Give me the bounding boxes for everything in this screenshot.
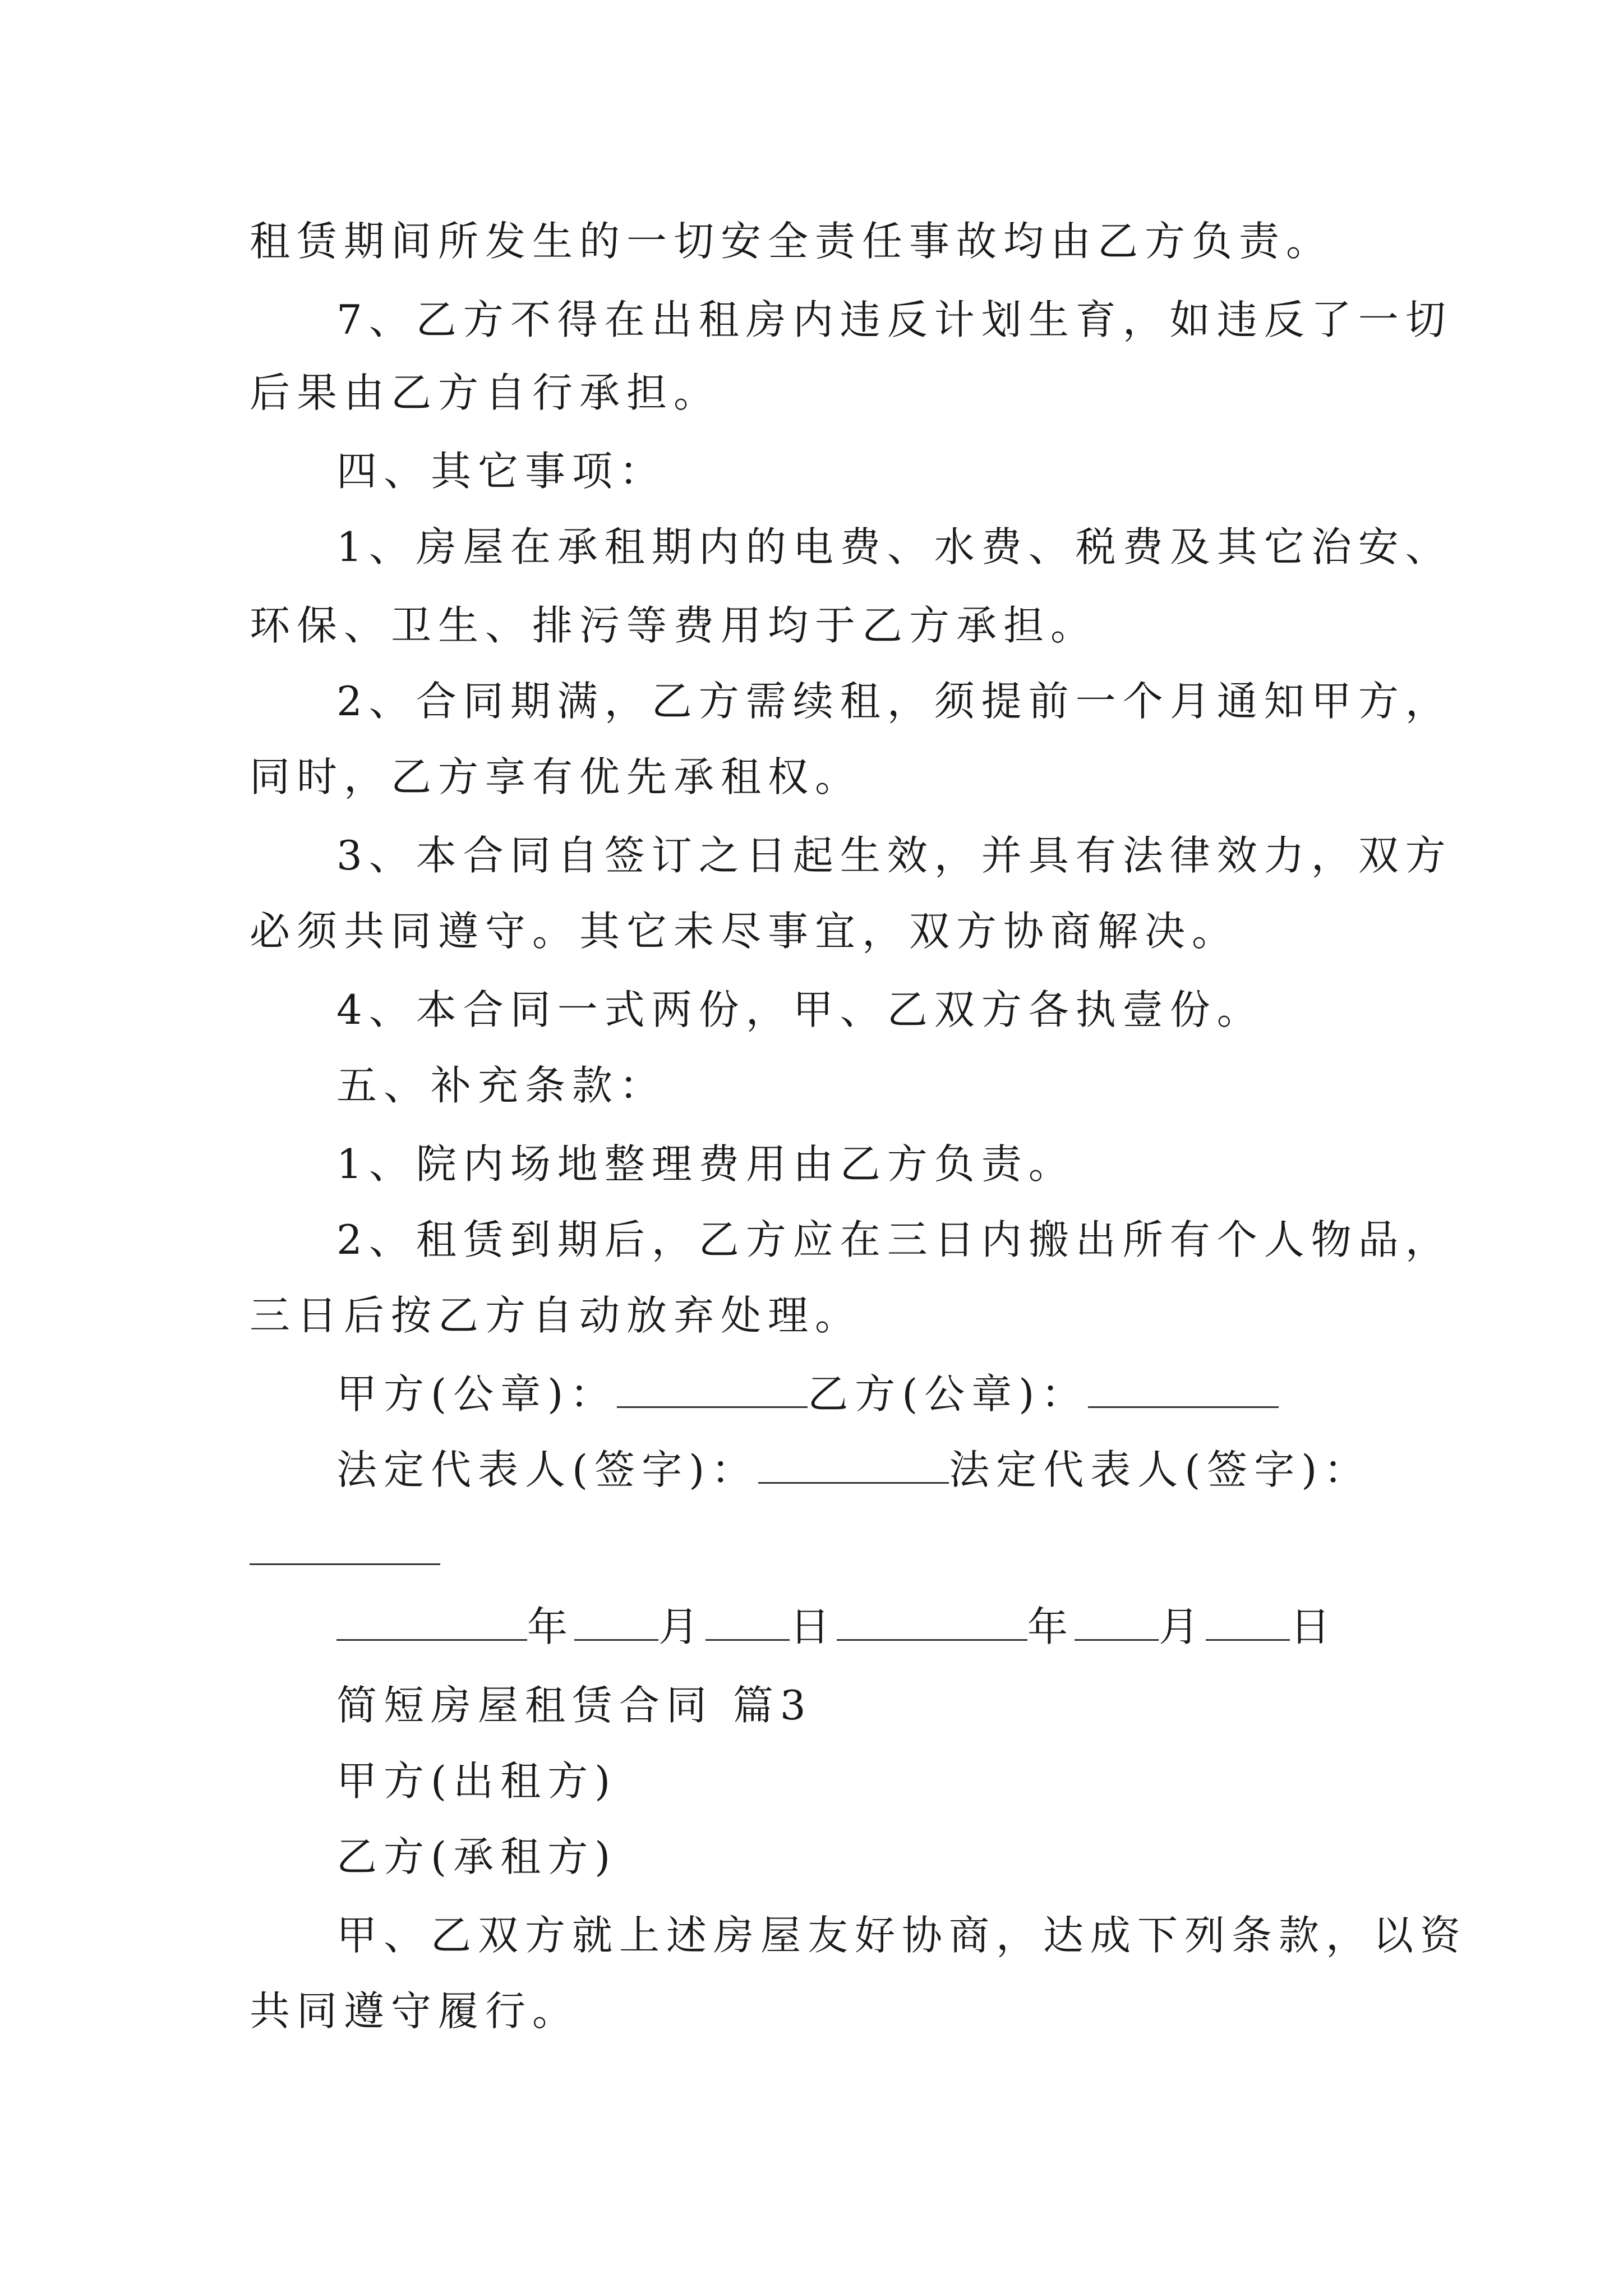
- date-line: [336, 1599, 1337, 1655]
- clause-5-2: 2、租赁到期后，乙方应在三日内搬出所有个人物品，: [336, 1216, 1453, 1263]
- body-line: 必须共同遵守。其它未尽事宜，双方协商解决。: [250, 908, 1239, 955]
- party-a-seal-blank[interactable]: [617, 1372, 808, 1408]
- year-label: 年: [527, 1603, 575, 1650]
- lessee-label: 乙方(承租方): [336, 1833, 617, 1880]
- rep-a-label: 法定代表人(签字)：: [336, 1446, 759, 1493]
- clause-5-1: 1、院内场地整理费用由乙方负责。: [336, 1140, 1076, 1188]
- clause-4-1: 1、房屋在承租期内的电费、水费、税费及其它治安、: [336, 523, 1453, 570]
- section-heading-5: 五、补充条款：: [336, 1062, 667, 1109]
- party-b-seal-blank[interactable]: [1088, 1372, 1279, 1408]
- body-line: 租赁期间所发生的一切安全责任事故均由乙方负责。: [250, 218, 1334, 265]
- party-b-seal-label: 乙方(公章)：: [808, 1370, 1089, 1418]
- section-heading-4: 四、其它事项：: [336, 448, 667, 495]
- section-title: 简短房屋租赁合同 篇3: [336, 1682, 813, 1729]
- body-line: 后果由乙方自行承担。: [250, 369, 721, 416]
- day-b-blank[interactable]: [1206, 1604, 1290, 1641]
- day-label: 日: [790, 1603, 837, 1650]
- clause-4-3: 3、本合同自签订之日起生效，并具有法律效力，双方: [336, 832, 1453, 879]
- clause-4-4: 4、本合同一式两份，甲、乙双方各执壹份。: [336, 986, 1264, 1033]
- intro-line: 共同遵守履行。: [250, 1987, 580, 2035]
- month-label: 月: [658, 1603, 706, 1650]
- month-label: 月: [1159, 1603, 1206, 1650]
- clause-4-2: 2、合同期满，乙方需续租，须提前一个月通知甲方，: [336, 678, 1453, 725]
- month-b-blank[interactable]: [1075, 1604, 1159, 1641]
- party-a-seal-label: 甲方(公章)：: [336, 1370, 617, 1418]
- lessor-label: 甲方(出租方): [336, 1757, 617, 1805]
- day-label: 日: [1290, 1603, 1338, 1650]
- body-line: 三日后按乙方自动放弃处理。: [250, 1292, 863, 1339]
- month-a-blank[interactable]: [574, 1604, 658, 1641]
- year-label: 年: [1027, 1603, 1075, 1650]
- year-b-blank[interactable]: [837, 1604, 1027, 1641]
- rep-b-blank-line: [250, 1523, 440, 1579]
- day-a-blank[interactable]: [706, 1604, 790, 1641]
- intro-line: 甲、乙双方就上述房屋友好协商，达成下列条款，以资: [336, 1912, 1468, 1959]
- seal-line: [336, 1366, 1279, 1422]
- year-a-blank[interactable]: [336, 1604, 527, 1641]
- representative-line: [336, 1442, 1371, 1498]
- rep-b-label: 法定代表人(签字)：: [949, 1446, 1371, 1493]
- body-line: 环保、卫生、排污等费用均于乙方承担。: [250, 602, 1098, 649]
- rep-b-blank[interactable]: [250, 1529, 440, 1565]
- rep-a-blank[interactable]: [758, 1447, 949, 1484]
- clause-7: 7、乙方不得在出租房内违反计划生育，如违反了一切: [336, 296, 1453, 343]
- body-line: 同时，乙方享有优先承租权。: [250, 753, 863, 800]
